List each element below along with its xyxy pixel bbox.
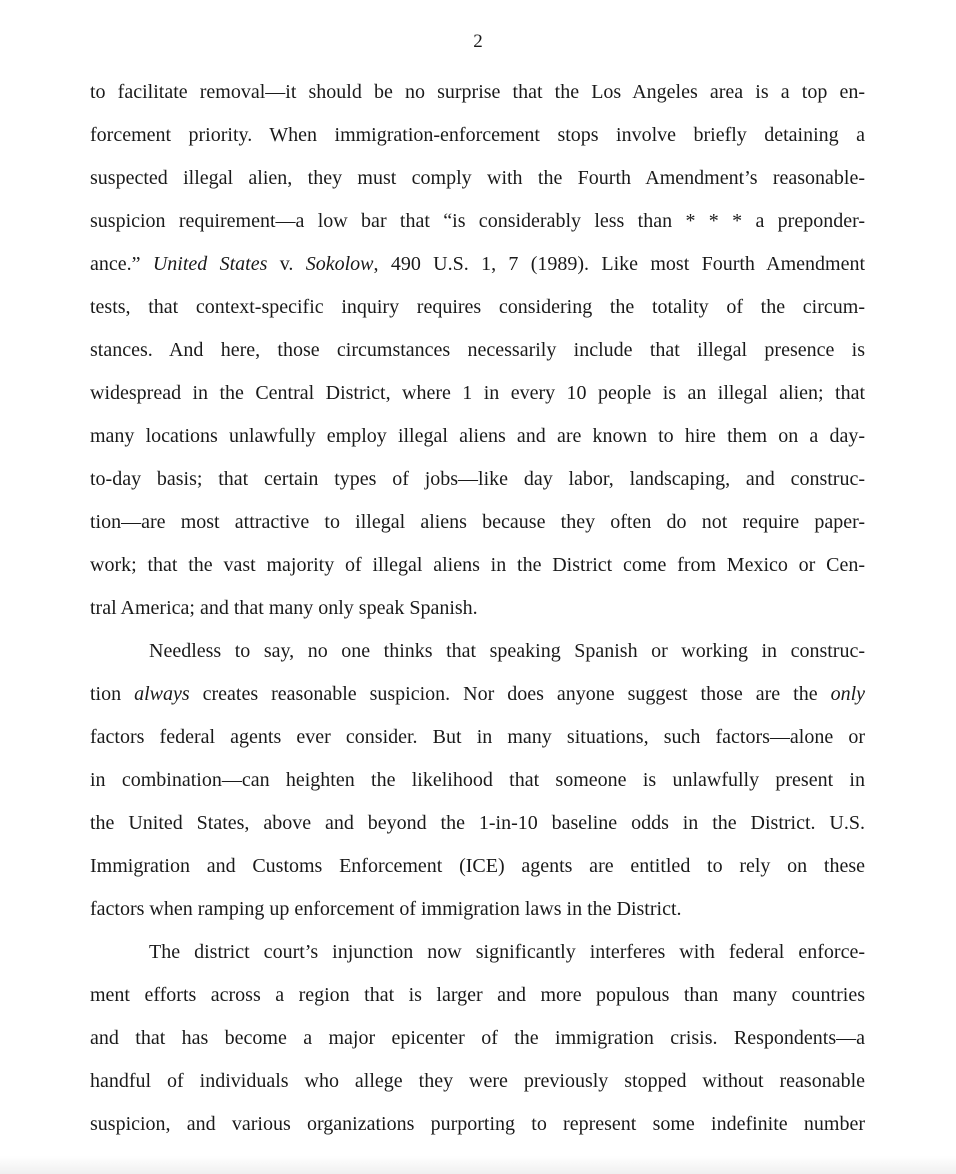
emphasis-italic: only [830,683,865,705]
text-line: tion—are most attractive to illegal aliens because they often do not require paper- [90,511,865,533]
page-bottom-edge [0,1156,956,1174]
text-line: Immigration and Customs Enforcement (ICE) agents are entitled to rely on these [90,855,865,877]
text-line: to-day basis; that certain types of jobs—like day labor, landscaping, and construc- [90,468,865,490]
text-fragment: ance.” [90,253,153,275]
text-fragment: creates reasonable suspicion. Nor does anyone suggest those are the [189,683,831,705]
text-line: suspected illegal alien, they must comply with the Fourth Amendment’s reasonable- [90,167,865,189]
text-line: Needless to say, no one thinks that speaking Spanish or working in construc- [149,640,865,662]
text-line: handful of individuals who allege they were previously stopped without reasonable [90,1070,865,1092]
text-line: and that has become a major epicenter of the immigration crisis. Respondents—a [90,1027,865,1049]
text-line: many locations unlawfully employ illegal aliens and are known to hire them on a day- [90,425,865,447]
text-fragment: v. [267,253,306,275]
page-number: 2 [473,31,483,52]
text-line: widespread in the Central District, where 1 in every 10 people is an illegal alien; that [90,382,865,404]
case-name-italic: Sokolow [305,253,374,275]
text-line: tral America; and that many only speak Spanish. [90,597,478,619]
paragraph-3 [90,931,865,1146]
text-line: work; that the vast majority of illegal aliens in the District come from Mexico or Cen- [90,554,865,576]
paragraph-2 [90,630,865,931]
text-line: factors federal agents ever consider. But in many situations, such factors—alone or [90,726,865,748]
text-line-emphasis [90,673,865,716]
text-line: tests, that context-specific inquiry requires considering the totality of the circum- [90,296,865,318]
paragraph-1 [90,71,865,630]
emphasis-italic: always [134,683,190,705]
text-line: to facilitate removal—it should be no surprise that the Los Angeles area is a top en- [90,81,865,103]
text-line: factors when ramping up enforcement of immigration laws in the District. [90,898,682,920]
text-line-citation [90,243,865,286]
text-fragment: , 490 U.S. 1, 7 (1989). Like most Fourth Amendment [373,253,865,275]
case-name-italic: United States [152,253,268,275]
text-line: in combination—can heighten the likelihood that someone is unlawfully present in [90,769,865,791]
text-line: The district court’s injunction now significantly interferes with federal enforce- [149,941,865,963]
text-line: stances. And here, those circumstances necessarily include that illegal presence is [90,339,865,361]
text-line: forcement priority. When immigration-enforcement stops involve briefly detaining a [90,124,865,146]
body-text [90,71,865,1146]
text-fragment: tion [90,683,135,705]
text-line: suspicion requirement—a low bar that “is considerably less than * * * a preponder- [90,210,865,232]
text-line: the United States, above and beyond the 1-in-10 baseline odds in the District. U.S. [90,812,865,834]
text-line: ment efforts across a region that is larger and more populous than many countries [90,984,865,1006]
text-line: suspicion, and various organizations purporting to represent some indefinite number [90,1113,865,1135]
